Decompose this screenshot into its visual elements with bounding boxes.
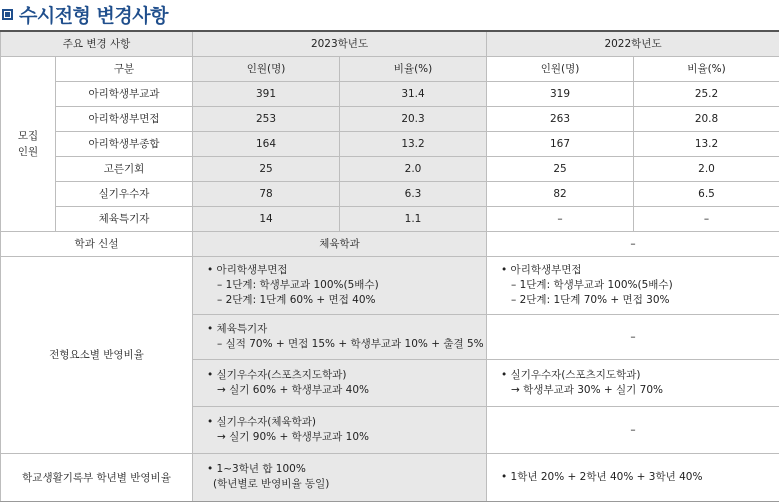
header-item: 주요 변경 사항 xyxy=(1,31,193,56)
ratio-line: • 아리학생부면접 xyxy=(501,263,582,276)
recruit-name: 아리학생부종합 xyxy=(56,131,193,156)
recruit-name: 아리학생부교과 xyxy=(56,81,193,106)
ratio-line: • 실기우수자(스포츠지도학과) xyxy=(207,368,347,381)
count-2022: 263 xyxy=(487,106,634,131)
ratio-2022-block xyxy=(487,256,779,314)
recruit-name: 아리학생부면접 xyxy=(56,106,193,131)
ratio-2023-block xyxy=(193,256,487,314)
ratio-line: → 학생부교과 30% + 실기 70% xyxy=(511,383,663,396)
ratio-row xyxy=(1,256,779,314)
ratio-line: • 아리학생부면접 xyxy=(207,263,288,276)
table-row xyxy=(1,181,779,206)
ratio-label: 전형요소별 반영비율 xyxy=(1,256,193,453)
ratio-2023-block xyxy=(193,314,487,359)
table-row xyxy=(1,106,779,131)
ratio-line: • 실기우수자(체육학과) xyxy=(207,415,317,428)
changes-table xyxy=(0,30,779,502)
count-2022: 25 xyxy=(487,156,634,181)
grade-label: 학교생활기록부 학년별 반영비율 xyxy=(1,453,193,501)
recruit-name: 실기우수자 xyxy=(56,181,193,206)
ratio-2023: 31.4 xyxy=(340,81,487,106)
col-count-2022: 인원(명) xyxy=(487,56,634,81)
table-row xyxy=(1,156,779,181)
page-title: 수시전형 변경사항 xyxy=(19,4,168,27)
ratio-line: – 2단계: 1단계 60% + 면접 40% xyxy=(217,293,376,306)
count-2022: 82 xyxy=(487,181,634,206)
grade-line: • 1~3학년 합 100% xyxy=(207,463,306,475)
table-row xyxy=(1,131,779,156)
col-gubun: 구분 xyxy=(56,56,193,81)
page-title-block xyxy=(0,0,168,28)
ratio-2023: 13.2 xyxy=(340,131,487,156)
count-2022: – xyxy=(487,206,634,231)
new-dept-label: 학과 신설 xyxy=(1,231,193,256)
count-2023: 164 xyxy=(193,131,340,156)
count-2023: 253 xyxy=(193,106,340,131)
ratio-2022-block: – xyxy=(487,314,779,359)
recruit-subheader-row xyxy=(1,56,779,81)
ratio-2022-block xyxy=(487,359,779,406)
square-bullet-icon xyxy=(2,9,13,20)
table-row xyxy=(1,81,779,106)
grade-line: • 1학년 20% + 2학년 40% + 3학년 40% xyxy=(501,470,703,483)
col-ratio-2023: 비율(%) xyxy=(340,56,487,81)
ratio-line: – 2단계: 1단계 70% + 면접 30% xyxy=(511,293,670,306)
table-row xyxy=(1,206,779,231)
grade-2022 xyxy=(487,453,779,501)
ratio-2022: – xyxy=(634,206,779,231)
grade-2023 xyxy=(193,453,487,501)
ratio-line: → 실기 90% + 학생부교과 10% xyxy=(217,430,369,443)
new-dept-2022: – xyxy=(487,231,779,256)
count-2023: 391 xyxy=(193,81,340,106)
ratio-2023-block xyxy=(193,359,487,406)
table-header-row xyxy=(1,31,779,56)
new-dept-row xyxy=(1,231,779,256)
ratio-2022: 25.2 xyxy=(634,81,779,106)
ratio-2023-block xyxy=(193,406,487,453)
ratio-line: – 실적 70% + 면접 15% + 학생부교과 10% + 출결 5% xyxy=(217,337,484,350)
ratio-line: • 체육특기자 xyxy=(207,322,268,335)
header-2023: 2023학년도 xyxy=(193,31,487,56)
ratio-2022: 20.8 xyxy=(634,106,779,131)
count-2023: 25 xyxy=(193,156,340,181)
recruit-name: 체육특기자 xyxy=(56,206,193,231)
ratio-2022-block: – xyxy=(487,406,779,453)
col-ratio-2022: 비율(%) xyxy=(634,56,779,81)
ratio-2022: 13.2 xyxy=(634,131,779,156)
ratio-line: • 실기우수자(스포츠지도학과) xyxy=(501,368,641,381)
new-dept-2023: 체육학과 xyxy=(193,231,487,256)
recruit-name: 고른기회 xyxy=(56,156,193,181)
count-2023: 14 xyxy=(193,206,340,231)
count-2022: 319 xyxy=(487,81,634,106)
recruit-label: 모집 인원 xyxy=(1,56,56,231)
col-count-2023: 인원(명) xyxy=(193,56,340,81)
ratio-line: – 1단계: 학생부교과 100%(5배수) xyxy=(217,278,379,291)
grade-row xyxy=(1,453,779,501)
ratio-2022: 2.0 xyxy=(634,156,779,181)
count-2023: 78 xyxy=(193,181,340,206)
ratio-2023: 2.0 xyxy=(340,156,487,181)
ratio-line: – 1단계: 학생부교과 100%(5배수) xyxy=(511,278,673,291)
grade-line: (학년별로 반영비율 동일) xyxy=(213,478,330,490)
header-2022: 2022학년도 xyxy=(487,31,779,56)
ratio-2022: 6.5 xyxy=(634,181,779,206)
ratio-2023: 6.3 xyxy=(340,181,487,206)
count-2022: 167 xyxy=(487,131,634,156)
ratio-2023: 20.3 xyxy=(340,106,487,131)
ratio-line: → 실기 60% + 학생부교과 40% xyxy=(217,383,369,396)
ratio-2023: 1.1 xyxy=(340,206,487,231)
